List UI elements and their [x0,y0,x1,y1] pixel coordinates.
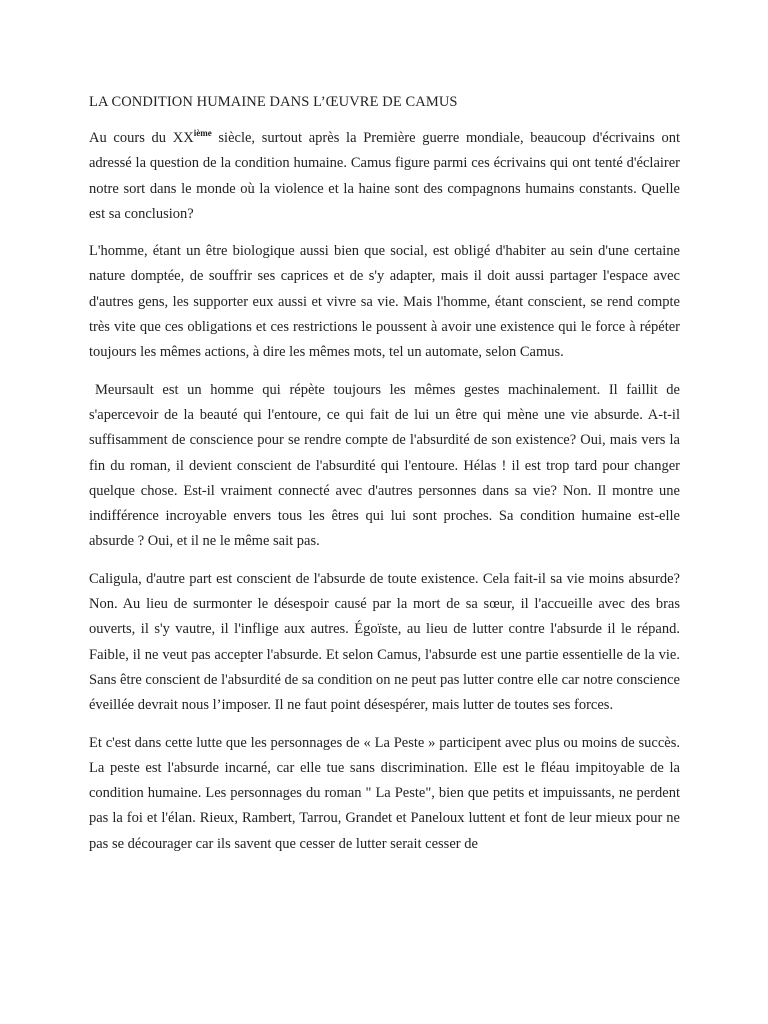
paragraph-man-condition: L'homme, étant un être biologique aussi bien que social, est obligé d'habiter au sein d'une certaine nature domptée, de souffrir ses caprices et de s'y adapter, mais il doit aussi partager l'espace avec d'autres gens, les supporter eux aussi et vivre sa vie. Mais l'homme, étant conscient, se rend compte très vite que ces obligations et ces restrictions le poussent à avoir une existence qui le force à répéter toujours les mêmes actions, à dire les mêmes mots, tel un automate, selon Camus. [89,243,680,361]
paragraph-meursault-text: Meursault est un homme qui répète toujours les mêmes gestes machinalement. Il faillit de s'apercevoir de la beauté qui l'entoure, ce qui fait de lui un être qui mène une vie absurde. A-t-il suffisamment de conscience pour se rendre compte de l'absurdité de son existence? Oui, mais vers la fin du roman, il devient conscient de l'absurdité qui l'entoure. Hélas ! il est trop tard pour changer quelque chose. Est-il vraiment connecté avec d'autres personnes dans sa vie? Non. Il montre une indifférence incroyable envers tous les êtres qui lui sont proches. Sa condition humaine est-elle absurde ? Oui, et il ne le même sait pas. [89,381,680,550]
paragraph-intro-rest: siècle, surtout après la Première guerre mondiale, beaucoup d'écrivains ont adressé la question de la condition humaine. Camus figure parmi ces écrivains qui ont tenté d'éclairer notre sort dans le monde où la violence et la haine sont des compagnons humains constants. Quelle est sa conclusion? [89,130,680,222]
document-page [89,92,680,869]
paragraph-la-peste: Et c'est dans cette lutte que les personnages de « La Peste » participent avec plus ou moins de succès. La peste est l'absurde incarné, car elle tue sans discrimination. Elle est le fléau impitoyable de la condition humaine. Les personnages du roman " La Peste", bien que petits et impuissants, ne perdent pas la foi et l'élan. Rieux, Rambert, Tarrou, Grandet et Paneloux luttent et font de leur mieux pour ne pas se décourager car ils savent que cesser de lutter serait cesser de [89,734,680,852]
paragraph-intro-start: Au cours du XX [89,130,194,146]
paragraph-meursault [89,378,680,555]
century-superscript: ième [193,128,212,138]
document-title: LA CONDITION HUMAINE DANS L’ŒUVRE DE CAMUS [89,94,458,110]
paragraph-caligula: Caligula, d'autre part est conscient de l'absurde de toute existence. Cela fait-il sa vie moins absurde? Non. Au lieu de surmonter le désespoir causé par la mort de sa sœur, il l'accueille avec des bras ouverts, il s'y vautre, il l'inflige aux autres. Égoïste, au lieu de lutter contre l'absurde il le répand. Faible, il ne veut pas accepter l'absurde. Et selon Camus, l'absurde est une partie essentielle de la vie. Sans être conscient de l'absurdité de sa condition on ne peut pas lutter contre elle car notre conscience éveillée devrait nous l’imposer. Il ne faut point désespérer, mais lutter de toutes ses forces. [89,570,680,714]
paragraph-intro [89,126,680,227]
